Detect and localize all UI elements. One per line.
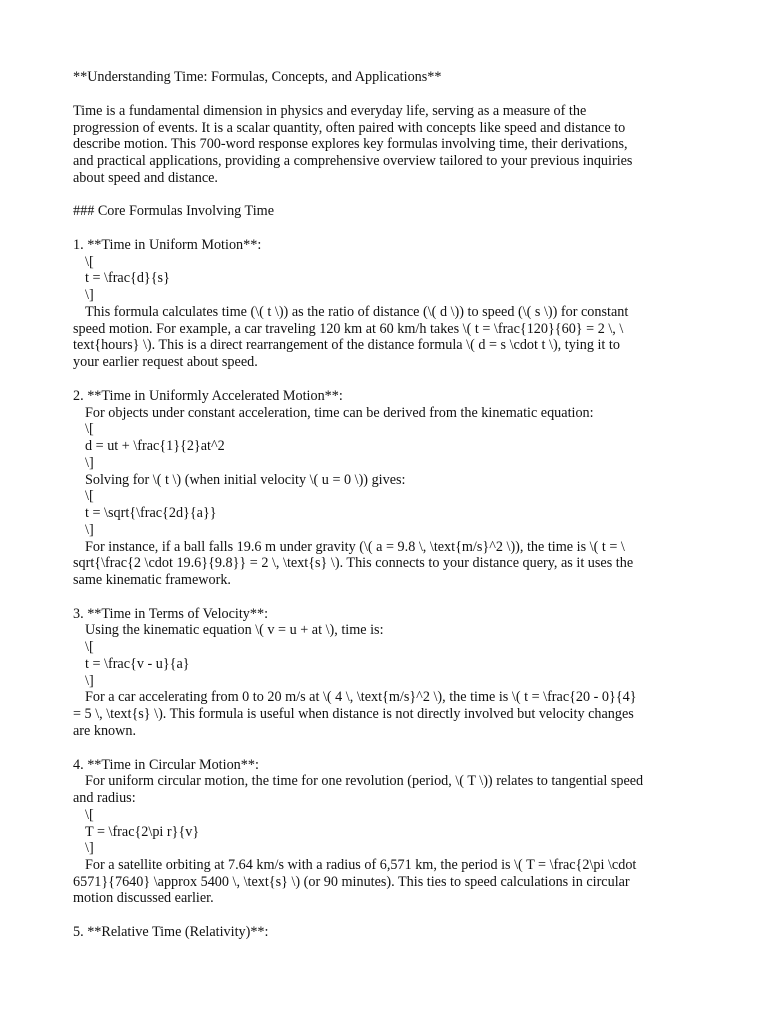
paragraph-line: your earlier request about speed. (73, 354, 258, 370)
section-heading: ### Core Formulas Involving Time (73, 203, 275, 219)
formula-line: \] (85, 455, 94, 471)
paragraph-line: = 5 \, \text{s} \). This formula is useful when distance is not directly involved but velocity changes (73, 706, 634, 722)
paragraph-line: and practical applications, providing a comprehensive overview tailored to your previous inquiries (73, 153, 633, 169)
formula-line: t = \frac{d}{s} (85, 270, 170, 286)
paragraph-line: are known. (73, 723, 137, 739)
paragraph-line: For objects under constant acceleration, time can be derived from the kinematic equation: (85, 405, 594, 421)
list-item-heading: 2. **Time in Uniformly Accelerated Motion**: (73, 388, 343, 404)
formula-line: \] (85, 287, 94, 303)
paragraph-line: speed motion. For example, a car traveling 120 km at 60 km/h takes \( t = \frac{120}{60} = 2 \, \ (73, 321, 624, 337)
paragraph-line: describe motion. This 700-word response explores key formulas involving time, their derivations, (73, 136, 628, 152)
formula-line: \] (85, 840, 94, 856)
list-item-heading: 5. **Relative Time (Relativity)**: (73, 924, 269, 940)
list-item-heading: 3. **Time in Terms of Velocity**: (73, 606, 269, 622)
paragraph-line: same kinematic framework. (73, 572, 231, 588)
paragraph-line: text{hours} \). This is a direct rearrangement of the distance formula \( d = s \cdot t \), tying it to (73, 337, 620, 353)
formula-line: \[ (85, 488, 94, 504)
paragraph-line: For a satellite orbiting at 7.64 km/s with a radius of 6,571 km, the period is \( T = \frac{2\pi \cdot (85, 857, 637, 873)
paragraph-line: 6571}{7640} \approx 5400 \, \text{s} \) (or 90 minutes). This ties to speed calculations in circular (73, 874, 630, 890)
paragraph-line: Using the kinematic equation \( v = u + at \), time is: (85, 622, 384, 638)
formula-line: \[ (85, 421, 94, 437)
paragraph-line: sqrt{\frac{2 \cdot 19.6}{9.8}} = 2 \, \text{s} \). This connects to your distance query, as it uses the (73, 555, 634, 571)
formula-line: \[ (85, 639, 94, 655)
list-item-heading: 1. **Time in Uniform Motion**: (73, 237, 262, 253)
paragraph-line: motion discussed earlier. (73, 890, 214, 906)
formula-line: d = ut + \frac{1}{2}at^2 (85, 438, 225, 454)
formula-line: \[ (85, 807, 94, 823)
paragraph-line: This formula calculates time (\( t \)) as the ratio of distance (\( d \)) to speed (\( s \)) for constant (85, 304, 629, 320)
formula-line: \[ (85, 254, 94, 270)
list-item-heading: 4. **Time in Circular Motion**: (73, 757, 259, 773)
document-title: **Understanding Time: Formulas, Concepts, and Applications** (73, 69, 442, 85)
paragraph-line: For a car accelerating from 0 to 20 m/s at \( 4 \, \text{m/s}^2 \), the time is \( t = \frac{20 - 0}{4} (85, 689, 637, 705)
formula-line: T = \frac{2\pi r}{v} (85, 824, 200, 840)
paragraph-line: and radius: (73, 790, 136, 806)
paragraph-line: For uniform circular motion, the time for one revolution (period, \( T \)) relates to tangential speed (85, 773, 644, 789)
paragraph-line: For instance, if a ball falls 19.6 m under gravity (\( a = 9.8 \, \text{m/s}^2 \)), the time is \( t = \ (85, 539, 625, 555)
formula-line: t = \frac{v - u}{a} (85, 656, 190, 672)
formula-line: t = \sqrt{\frac{2d}{a}} (85, 505, 217, 521)
paragraph-line: Time is a fundamental dimension in physics and everyday life, serving as a measure of the (73, 103, 587, 119)
paragraph-line: Solving for \( t \) (when initial velocity \( u = 0 \)) gives: (85, 472, 406, 488)
formula-line: \] (85, 522, 94, 538)
paragraph-line: progression of events. It is a scalar quantity, often paired with concepts like speed and distance to (73, 120, 626, 136)
formula-line: \] (85, 673, 94, 689)
paragraph-line: about speed and distance. (73, 170, 218, 186)
